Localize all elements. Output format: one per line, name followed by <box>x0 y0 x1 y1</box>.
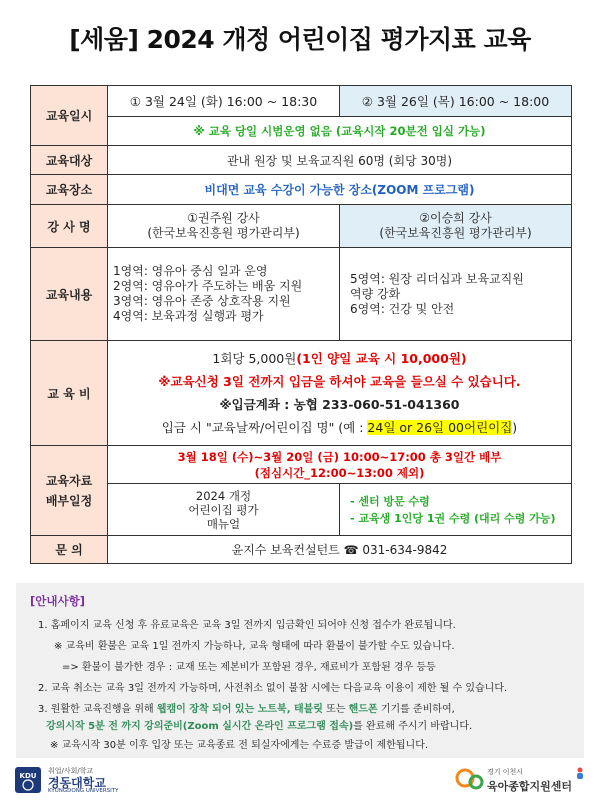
place-value: 비대면 교육 수강이 가능한 장소(ZOOM 프로그램) <box>108 175 572 205</box>
notice-prepare: 강의시작 5분 전 까지 강의준비(Zoom 실시간 온라인 프로그램 접속) <box>46 721 354 732</box>
content-label: 교육내용 <box>31 248 108 341</box>
contact-value: 윤지수 보육컨설턴트 ☎ 031-634-9842 <box>108 536 572 564</box>
university-name: 경동대학교 <box>48 776 106 790</box>
session-2: ② 3월 26일 (목) 16:00 ~ 18:00 <box>340 86 572 117</box>
material-label: 교육자료 배부일정 <box>31 446 108 536</box>
fee-deposit-suffix: ) <box>512 420 518 435</box>
notice-item-3 <box>38 700 455 715</box>
notice-title: [안내사항] <box>30 594 85 608</box>
fee-label: 교 육 비 <box>31 341 108 446</box>
fee-deadline: ※교육신청 3일 전까지 입금을 하셔야 교육을 들으실 수 있습니다. <box>158 374 521 389</box>
center-emblem-icon <box>455 766 485 794</box>
emblem-badge-text: KDU <box>19 772 37 780</box>
info-table <box>30 85 572 564</box>
content-right-text: 5영역: 원장 리더십과 보육교직원 역량 강화 6영역: 건강 및 안전 <box>350 271 524 316</box>
university-name-en: KYUNGDONG UNIVERSITY <box>48 788 119 794</box>
target-value: 관내 원장 및 보육교직원 60명 (회당 30명) <box>108 146 572 175</box>
fee-deposit-prefix: 입금 시 "교육날짜/어린이집 명" (예 : <box>161 420 368 435</box>
notice-item-3-cont <box>46 717 472 732</box>
material-item: 2024 개정 어린이집 평가 매뉴얼 <box>108 484 340 536</box>
fee-note: (1인 양일 교육 시 10,000원) <box>296 351 467 366</box>
center-name: 육아종합지원센터 <box>487 780 573 793</box>
notice-device-2: 핸드폰 <box>348 704 378 715</box>
fee-deposit-example: 24일 or 26일 00어린이집 <box>367 420 513 435</box>
fee-deposit-note <box>108 416 571 439</box>
material-schedule-lunch: (점심시간_12:00~13:00 제외) <box>254 465 425 480</box>
notice-prepare-suffix: 를 완료해 주시기 바랍니다. <box>353 721 473 732</box>
place-label: 교육장소 <box>31 175 108 205</box>
session-1: ① 3월 24일 (화) 16:00 ~ 18:30 <box>108 86 340 117</box>
lecturer-1: ①권주원 강사 (한국보육진흥원 평가관리부) <box>108 205 340 248</box>
notice-item-1b: => 환불이 불가한 경우 : 교재 또는 제본비가 포함된 경우, 재료비가 포함된 경우 등등 <box>62 662 436 673</box>
material-schedule <box>108 446 572 484</box>
notice-item-2: 2. 교육 취소는 교육 3일 전까지 가능하며, 사전취소 없이 불참 시에는 다음교육 이용이 제한 될 수 있습니다. <box>38 683 508 694</box>
university-emblem-icon <box>14 766 42 794</box>
lecturer-label: 강 사 명 <box>31 205 108 248</box>
contact-label: 문 의 <box>31 536 108 564</box>
notice-box <box>16 583 584 758</box>
page-title: [세움] 2024 개정 어린이집 평가지표 교육 <box>69 25 531 54</box>
notice-device-1: 웹캠이 장착 되어 있는 노트북, 태블릿 <box>156 704 323 715</box>
lecturer-2: ②이승희 강사 (한국보육진흥원 평가관리부) <box>340 205 572 248</box>
notice-item-3-or: 또는 <box>322 704 349 715</box>
material-method <box>340 484 572 536</box>
fee-cell <box>108 341 572 446</box>
material-method-2: - 교육생 1인당 1권 수령 (대리 수령 가능) <box>350 511 556 525</box>
center-figure-icon <box>573 766 587 780</box>
fee-account: ※입금계좌 : 농협 233-060-51-041360 <box>219 397 460 412</box>
notice-item-3-prefix: 3. 원활한 교육진행을 위해 <box>38 704 157 715</box>
notice-item-3-suffix: 기기를 준비하여, <box>377 704 455 715</box>
content-right <box>340 248 572 341</box>
datetime-note: ※ 교육 당일 시범운영 없음 (교육시작 20분전 입실 가능) <box>108 117 572 146</box>
datetime-label: 교육일시 <box>31 86 108 146</box>
center-region: 경기 이천시 <box>487 768 524 776</box>
notice-item-1: 1. 홈페이지 교육 신청 후 유료교육은 교육 3일 전까지 입금확인 되어야 신청 접수가 완료됩니다. <box>38 620 456 631</box>
target-label: 교육대상 <box>31 146 108 175</box>
fee-amount: 1회당 5,000원 <box>212 351 297 366</box>
university-logo <box>14 766 174 796</box>
content-left: 1영역: 영유아 중심 일과 운영 2영역: 영유아가 주도하는 배움 지원 3영역: 영유아 존중 상호작용 지원 4영역: 보육과정 실행과 평가 <box>108 248 340 341</box>
material-schedule-main: 3월 18일 (수)~3월 20일 (금) 10:00~17:00 총 3일간 배부 <box>177 449 502 464</box>
university-slogan: 취업/사회/학교 <box>48 767 94 775</box>
fee-line-1 <box>108 347 571 370</box>
center-logo <box>455 766 595 796</box>
material-method-1: - 센터 방문 수령 <box>350 494 430 508</box>
notice-item-3h: ※ 교육시작 30분 이후 입장 또는 교육종료 전 퇴실자에게는 수료증 발급이 제한됩니다. <box>50 740 429 751</box>
notice-item-1a: ※ 교육비 환불은 교육 1일 전까지 가능하나, 교육 형태에 따라 환불이 불가할 수도 있습니다. <box>54 641 455 652</box>
